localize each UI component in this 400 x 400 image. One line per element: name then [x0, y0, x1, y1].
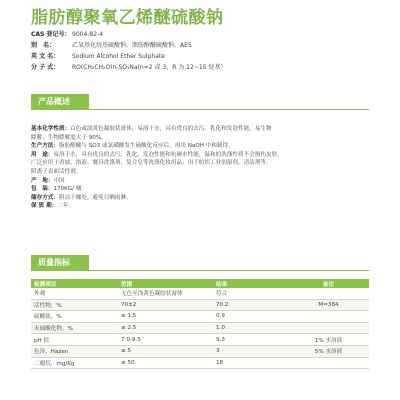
table-cell: 18: [213, 357, 288, 369]
table-cell: 1.0: [213, 322, 288, 334]
storage-line: 储存方式：阴凉干燥处，避免日晒雨淋。: [31, 194, 132, 201]
info-value: RO(CH₂CH₂O)n-SO₃Na(n=2 或 3，R 为 12~15 烷基）: [72, 64, 227, 71]
info-value: 9004-82-4: [72, 31, 104, 38]
table-cell: 70±2: [118, 299, 213, 311]
table-row: [31, 357, 369, 369]
table-cell: pH 值: [31, 334, 118, 346]
table-cell: M=384: [288, 299, 369, 311]
table-cell: 外观: [31, 288, 118, 299]
table-cell: 5% 水溶液: [288, 345, 369, 357]
product-overview: [31, 125, 369, 211]
section-divider: [31, 270, 369, 271]
table-row: [31, 311, 369, 323]
info-value: Sodium Alcohol Ether Sulphate: [72, 53, 165, 60]
props-line-2: 降解，生物降解度大于 90%。: [31, 134, 107, 141]
info-key: CAS 登记号：: [31, 31, 71, 38]
table-cell: [288, 288, 369, 299]
info-row-cas: [31, 29, 361, 40]
process-line: 生产方法：脂肪醇醚与 SO3 或氯磺酸发生硫酸化反应后，再用 NaOH 中和制得。: [31, 143, 234, 150]
table-cell: 二噁烷，mg/Kg: [31, 357, 118, 369]
use-line-3: 阴离子表面活性剂。: [31, 168, 82, 175]
table-cell: ≤ 2.5: [118, 322, 213, 334]
table-cell: [288, 322, 369, 334]
packaging-line: 包 装：170KG/ 桶: [31, 186, 82, 193]
table-cell: 活性物，%: [31, 299, 118, 311]
table-cell: 3: [213, 345, 288, 357]
table-row: [31, 345, 369, 357]
table-row: [31, 299, 369, 311]
table-cell: 9.3: [213, 334, 288, 346]
use-line: 用 途：易溶于水，具有优良的去污、乳化、发泡性能和抗硬水性能，温和的洗涤性质不会损伤皮肤。: [31, 151, 283, 158]
column-header: 检测项目: [31, 279, 118, 288]
info-row-alias: [31, 40, 361, 51]
section-header-quality: 质量指标: [31, 255, 89, 271]
table-cell: 硫酸盐，%: [31, 311, 118, 323]
product-title: 脂肪醇聚氧乙烯醚硫酸钠: [31, 8, 224, 28]
table-cell: ≤ 1.5: [118, 311, 213, 323]
table-row: [31, 322, 369, 334]
table-cell: 0.9: [213, 311, 288, 323]
column-header: 结果: [213, 279, 288, 288]
info-key: 英 文 名：: [31, 53, 60, 60]
table-cell: ≤ 5: [118, 345, 213, 357]
info-key: 分 子 式：: [31, 64, 60, 71]
table-cell: 1% 水溶液: [288, 334, 369, 346]
table-cell: 未硫酸化物，%: [31, 322, 118, 334]
table-cell: [288, 311, 369, 323]
table-cell: ≤ 50: [118, 357, 213, 369]
table-cell: 70.2: [213, 299, 288, 311]
shelf-life-line: 保 质 期：二年。: [31, 203, 75, 210]
table-row: [31, 288, 369, 299]
table-cell: 符合: [213, 288, 288, 299]
column-header: 范围: [118, 279, 213, 288]
origin-line: 产 地：中国: [31, 177, 65, 184]
column-header: 备注: [288, 279, 369, 288]
table-cell: 无色至浅黄色凝胶状膏体: [118, 288, 213, 299]
quality-spec-table: [31, 279, 369, 369]
section-divider: [31, 109, 369, 110]
info-row-english-name: [31, 51, 361, 62]
section-header-overview: 产品概述: [31, 94, 89, 110]
info-value: 乙氧基化烷基硫酸钠、脂肪醇醚硫酸钠、AES: [72, 42, 192, 49]
info-row-formula: [31, 62, 361, 73]
use-line-2: 广泛应用于香波、浴液、餐具洗涤剂、复合皂等洗涤化妆用品；用于纺织工业润湿剂、清洁剂等。: [31, 160, 272, 167]
table-cell: 色泽，Hazen: [31, 345, 118, 357]
product-info: [31, 29, 361, 73]
props-line: 基本化学性质：白色或淡黄色凝胶状膏体，易溶于水，具有优良的去污、乳化和发泡性能，易生物: [31, 126, 272, 132]
table-cell: [288, 357, 369, 369]
table-cell: 7.0-9.5: [118, 334, 213, 346]
table-header-row: [31, 279, 369, 288]
table-row: [31, 334, 369, 346]
info-key: 别 名：: [31, 42, 56, 49]
